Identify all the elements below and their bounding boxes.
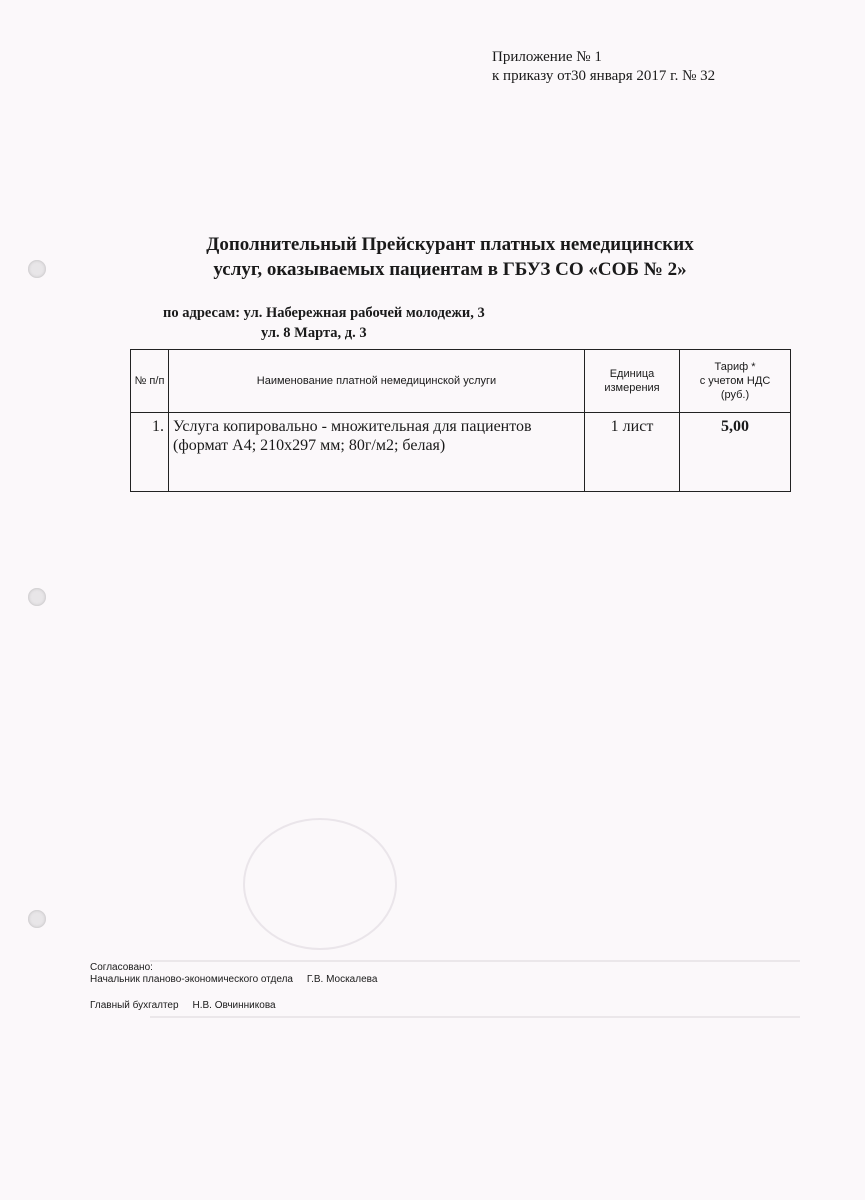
addresses [163,303,485,343]
col-header-service: Наименование платной немедицинской услуги [169,350,585,413]
approval-block [90,962,377,1012]
col-header-number: № п/п [131,350,169,413]
order-reference: к приказу от30 января 2017 г. № 32 [492,68,716,84]
agreed-label: Согласовано: [90,962,153,973]
service-name: Услуга копировально - множительная для пациентов (формат А4; 210х297 мм; 80г/м2; белая) [169,413,585,492]
table-row [131,413,791,492]
appendix-header [492,48,715,86]
price-table [130,349,791,492]
faint-stamp-bleedthrough [243,818,397,950]
tariff-value: 5,00 [680,413,791,492]
appendix-number: Приложение № 1 [492,49,602,65]
address-line-2: ул. 8 Марта, д. 3 [261,325,367,341]
unit-value: 1 лист [585,413,680,492]
approver-accountant: Главный бухгалтер Н.В. Овчинникова [90,1000,276,1011]
col-header-unit: Единица измерения [585,350,680,413]
row-number: 1. [131,413,169,492]
punch-hole [28,260,46,278]
punch-hole [28,910,46,928]
approver-economics: Начальник планово-экономического отдела Г.В. Москалева [90,974,378,985]
col-header-tariff: Тариф * с учетом НДС (руб.) [680,350,791,413]
document-title: Дополнительный Прейскурант платных немедицинских услуг, оказываемых пациентам в ГБУЗ СО «СОБ № 2» [206,234,694,280]
punch-hole [28,588,46,606]
address-line-1: по адресам: ул. Набережная рабочей молодежи, 3 [163,305,485,321]
bleedthrough-line [150,1016,800,1018]
table-header-row [131,350,791,413]
